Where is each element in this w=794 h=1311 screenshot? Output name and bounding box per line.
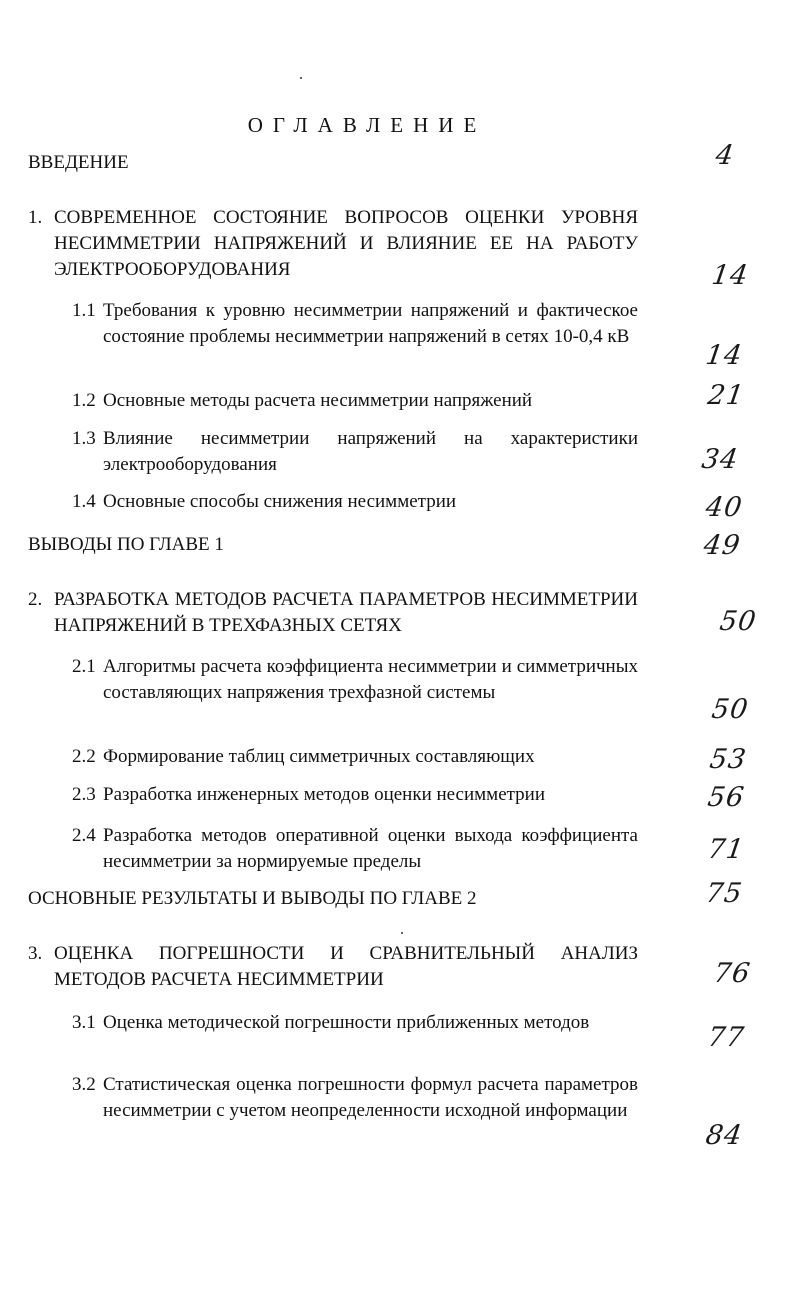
toc-entry-chapter-1 xyxy=(28,205,638,283)
scan-speck xyxy=(300,77,302,79)
toc-entry-chapter-2 xyxy=(28,587,638,639)
page-number: 34 xyxy=(699,444,741,475)
page-number: 76 xyxy=(711,958,753,989)
toc-entry-3-1 xyxy=(72,1010,638,1036)
entry-text: Влияние несимметрии напряжений на характеристики электрооборудования xyxy=(103,428,638,475)
entry-number: 1.3 xyxy=(72,428,96,449)
page-number: 49 xyxy=(701,530,743,561)
entry-text: Разработка инженерных методов оценки несимметрии xyxy=(103,784,546,805)
entry-number: 1.1 xyxy=(72,300,96,321)
toc-heading: ОГЛАВЛЕНИЕ xyxy=(247,113,487,137)
toc-entry-conclusions-2 xyxy=(28,886,648,912)
page-number: 50 xyxy=(717,606,759,637)
toc-entry-1-4 xyxy=(72,489,638,515)
entry-number: 1. xyxy=(28,207,43,228)
entry-text: ВВЕДЕНИЕ xyxy=(28,152,129,173)
entry-text: Формирование таблиц симметричных составляющих xyxy=(103,746,535,767)
entry-number: 2.4 xyxy=(72,825,96,846)
page-number: 56 xyxy=(705,782,747,813)
page-number: 84 xyxy=(703,1120,745,1151)
entry-number: 1.4 xyxy=(72,491,96,512)
entry-text: Оценка методической погрешности приближенных методов xyxy=(103,1012,590,1033)
entry-text: Алгоритмы расчета коэффициента несимметрии и симметричных составляющих напряжения трехфазной системы xyxy=(103,656,638,703)
toc-entry-2-1 xyxy=(72,654,638,706)
entry-text: ОЦЕНКА ПОГРЕШНОСТИ И СРАВНИТЕЛЬНЫЙ АНАЛИЗ МЕТОДОВ РАСЧЕТА НЕСИММЕТРИИ xyxy=(54,943,638,990)
toc-entry-2-3 xyxy=(72,782,638,808)
entry-text: СОВРЕМЕННОЕ СОСТОЯНИЕ ВОПРОСОВ ОЦЕНКИ УРОВНЯ НЕСИММЕТРИИ НАПРЯЖЕНИЙ И ВЛИЯНИЕ ЕЕ НА РАБОТУ ЭЛЕКТРООБОРУДОВАНИЯ xyxy=(54,207,638,280)
toc-entry-2-4 xyxy=(72,823,638,875)
entry-number: 3. xyxy=(28,943,43,964)
toc-entry-intro xyxy=(28,150,648,176)
entry-number: 2.1 xyxy=(72,656,96,677)
page-number: 4 xyxy=(713,140,737,171)
scan-speck xyxy=(401,932,403,934)
page-number: 21 xyxy=(705,380,747,411)
toc-entry-1-2 xyxy=(72,388,638,414)
toc-entry-2-2 xyxy=(72,744,638,770)
entry-number: 2.3 xyxy=(72,784,96,805)
toc-entry-chapter-3 xyxy=(28,941,638,993)
entry-number: 2.2 xyxy=(72,746,96,767)
entry-number: 2. xyxy=(28,589,43,610)
toc-entry-conclusions-1 xyxy=(28,532,648,558)
entry-number: 3.1 xyxy=(72,1012,96,1033)
page-number: 71 xyxy=(705,834,747,865)
page-number: 14 xyxy=(703,340,745,371)
entry-text: ВЫВОДЫ ПО ГЛАВЕ 1 xyxy=(28,534,224,555)
entry-number: 1.2 xyxy=(72,390,96,411)
entry-number: 3.2 xyxy=(72,1074,96,1095)
toc-entry-1-3 xyxy=(72,426,638,478)
page-number: 14 xyxy=(709,260,751,291)
entry-text: РАЗРАБОТКА МЕТОДОВ РАСЧЕТА ПАРАМЕТРОВ НЕСИММЕТРИИ НАПРЯЖЕНИЙ В ТРЕХФАЗНЫХ СЕТЯХ xyxy=(54,589,638,636)
page-number: 75 xyxy=(703,878,745,909)
page-number: 50 xyxy=(709,694,751,725)
page-number: 77 xyxy=(705,1022,747,1053)
entry-text: Основные методы расчета несимметрии напряжений xyxy=(103,390,533,411)
entry-text: Основные способы снижения несимметрии xyxy=(103,491,457,512)
entry-text: ОСНОВНЫЕ РЕЗУЛЬТАТЫ И ВЫВОДЫ ПО ГЛАВЕ 2 xyxy=(28,888,477,909)
entry-text: Требования к уровню несимметрии напряжений и фактическое состояние проблемы несимметрии напряжений в сетях 10-0,4 кВ xyxy=(103,300,638,347)
toc-entry-3-2 xyxy=(72,1072,638,1124)
entry-text: Разработка методов оперативной оценки выхода коэффициента несимметрии за нормируемые пределы xyxy=(103,825,638,872)
toc-entry-1-1 xyxy=(72,298,638,350)
page-number: 53 xyxy=(707,744,749,775)
entry-text: Статистическая оценка погрешности формул расчета параметров несимметрии с учетом неопределенности исходной информации xyxy=(103,1074,638,1121)
page-number: 40 xyxy=(703,492,745,523)
